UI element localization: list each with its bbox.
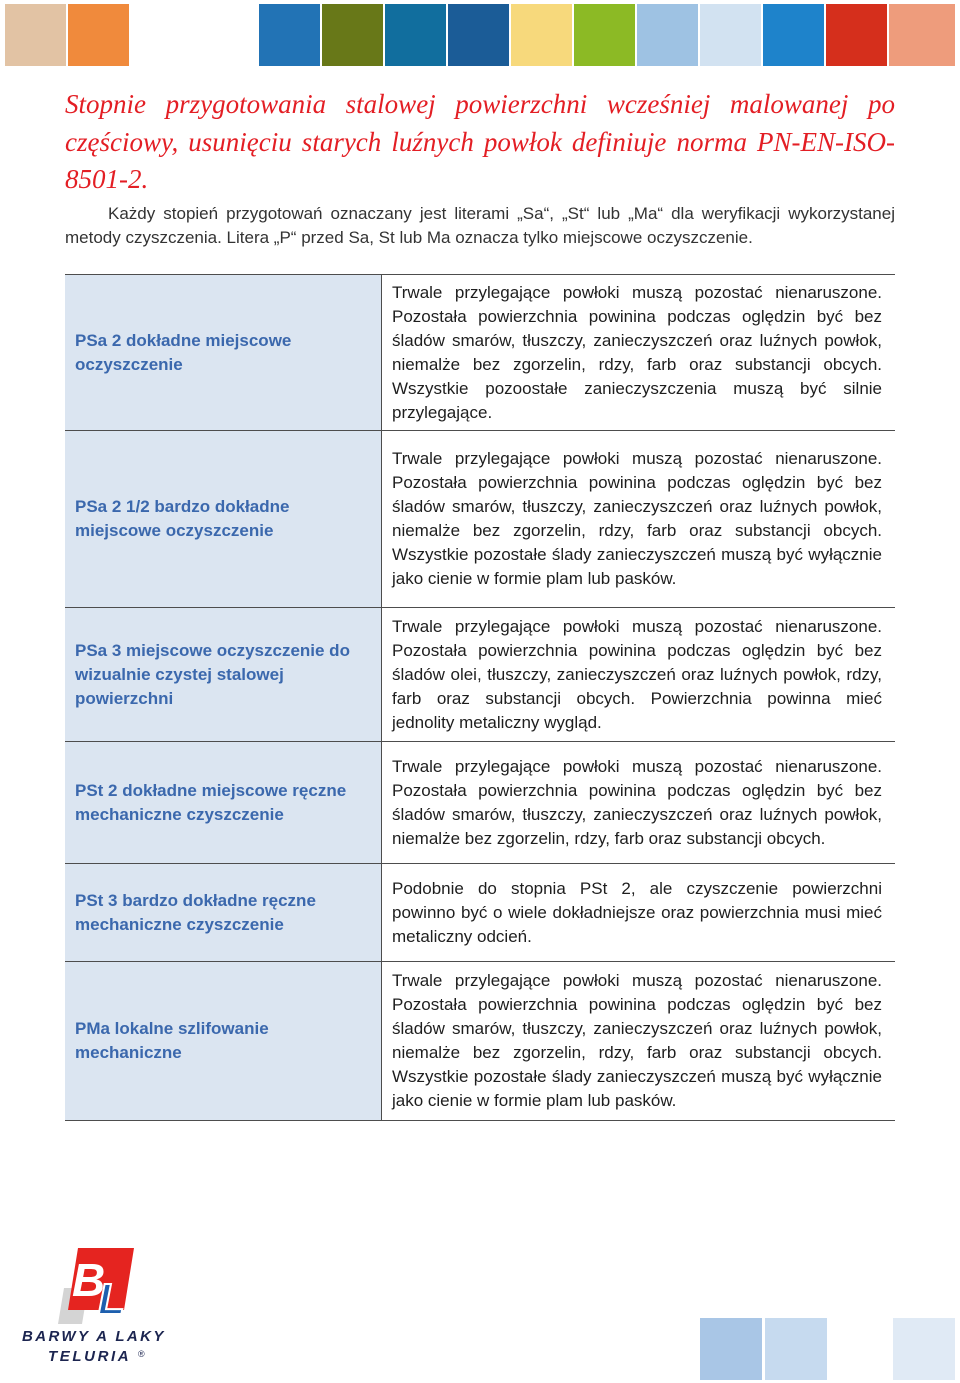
grade-description-cell <box>382 275 895 430</box>
color-swatch <box>826 4 887 66</box>
color-swatch <box>889 4 955 66</box>
grade-name: PSa 2 dokładne miejscowe oczyszczenie <box>75 330 292 374</box>
logo-mark-icon <box>58 1244 142 1326</box>
color-swatch <box>322 4 383 66</box>
color-swatch <box>765 1318 827 1380</box>
grade-name-cell <box>65 962 382 1120</box>
registered-mark: ® <box>138 1349 145 1359</box>
color-swatch <box>511 4 572 66</box>
grade-name: PSt 3 bardzo dokładne ręczne mechaniczne czyszczenie <box>75 890 316 934</box>
table-row <box>65 608 895 742</box>
title-line: 8501-2. <box>65 164 149 194</box>
color-swatch <box>385 4 446 66</box>
grade-name: PMa lokalne szlifowanie mechaniczne <box>75 1019 269 1062</box>
table-row <box>65 431 895 608</box>
grade-description: Trwale przylegające powłoki muszą pozostać nienaruszone. Pozostała powierzchnia powinina podczas oględzin być bez śladów smarów, tłuszczy, zanieczyszczeń oraz luźnych powłok, niemalże bez zgorzelin, rdzy, farb oraz substancji obcych. Wszystkie pozostałe ślady zanieczyszczeń muszą być wyłącznie jako cienie w formie plam lub pasków. <box>392 971 882 1110</box>
grade-description-cell <box>382 431 895 607</box>
grade-name-cell <box>65 742 382 863</box>
color-swatch <box>448 4 509 66</box>
table-row <box>65 742 895 864</box>
grade-description-cell <box>382 962 895 1120</box>
table-row <box>65 962 895 1121</box>
color-swatch <box>574 4 635 66</box>
grade-description: Trwale przylegające powłoki muszą pozostać nienaruszone. Pozostała powierzchnia powinina podczas oględzin być bez śladów smarów, tłuszczy, zanieczyszczeń oraz luźnych powłok, niemalże bez zgorzelin, rdzy, farb oraz substancji obcych. <box>392 756 882 848</box>
grade-description-cell <box>382 608 895 741</box>
title-line: Stopnie przygotowania stalowej powierzchni wcześniej malowanej po <box>65 89 895 119</box>
logo-letter-l: L <box>98 1275 125 1324</box>
grade-name-cell <box>65 431 382 607</box>
grade-name-cell <box>65 608 382 741</box>
page-title <box>65 86 895 199</box>
grade-description: Trwale przylegające powłoki muszą pozostać nienaruszone. Pozostała powierzchnia powinina podczas oględzin być bez śladów olei, tłuszczy, zanieczyszczeń oraz luźnych powłok, rdzy, farb oraz substancji obcych. Powierzchnia powinna mieć jednolity metaliczny wygląd. <box>392 616 882 732</box>
intro-line: metody czyszczenia. Litera „P“ przed Sa, St lub Ma oznacza tylko miejscowe oczyszczenie. <box>65 228 753 247</box>
grade-name-cell <box>65 864 382 961</box>
color-swatch <box>893 1318 955 1380</box>
grade-name-cell <box>65 275 382 430</box>
color-swatch <box>637 4 698 66</box>
intro-line: Każdy stopień przygotowań oznaczany jest literami „Sa“, „St“ lub „Ma“ dla weryfikacji wykorzystanej <box>108 204 895 223</box>
intro-paragraph <box>65 202 895 250</box>
color-swatch <box>700 1318 762 1380</box>
grade-description: Trwale przylegające powłoki muszą pozostać nienaruszone. Pozostała powierzchnia powinina podczas oględzin być bez śladów smarów, tłuszczy, zanieczyszczeń oraz luźnych powłok, niemalże bez zgorzelin, rdzy, farb oraz substancji obcych. Wszystkie pozostałe ślady zanieczyszczeń muszą być wyłącznie jako cienie w formie plam lub pasków. <box>392 449 882 588</box>
grade-description: Podobnie do stopnia PSt 2, ale czyszczenie powierzchni powinno być o wiele dokładniejsze oraz powierzchnia musi mieć metaliczny odcień. <box>392 878 882 946</box>
color-swatch <box>5 4 66 66</box>
grade-description-cell <box>382 864 895 961</box>
preparation-grades-table <box>65 274 895 1121</box>
table-row <box>65 864 895 962</box>
color-swatch <box>259 4 320 66</box>
table-row <box>65 275 895 431</box>
logo-text-brand: BARWY A LAKY <box>22 1328 166 1345</box>
title-line: częściowy, usunięciu starych luźnych powłok definiuje norma PN-EN-ISO- <box>65 126 895 157</box>
color-swatch <box>700 4 761 66</box>
logo-letter-b: B <box>72 1254 106 1306</box>
logo-text-company: TELURIA <box>48 1348 132 1365</box>
grade-name: PSa 2 1/2 bardzo dokładne miejscowe oczyszczenie <box>75 497 290 540</box>
grade-name: PSa 3 miejscowe oczyszczenie do wizualnie czystej stalowej powierzchni <box>75 640 350 708</box>
color-swatch <box>763 4 824 66</box>
grade-description-cell <box>382 742 895 863</box>
grade-name: PSt 2 dokładne miejscowe ręczne mechaniczne czyszczenie <box>75 780 347 824</box>
grade-description: Trwale przylegające powłoki muszą pozostać nienaruszone. Pozostała powierzchnia powinina podczas oględzin być bez śladów smarów, tłuszczy, zanieczyszczeń oraz luźnych powłok, niemalże bez zgorzelin, rdzy, farb oraz substancji obcych. Wszystkie pozoostałe zanieczyszczenia muszą być silnie przylegające. <box>392 282 882 422</box>
color-swatch <box>68 4 129 66</box>
